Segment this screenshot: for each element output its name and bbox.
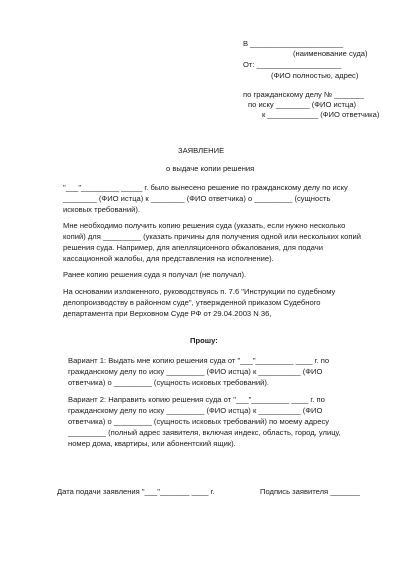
submission-date: Дата подачи заявления "___"_______ ____ г. — [57, 487, 215, 496]
variant-2-line-1: Вариант 2: Направить копию решения суда от "___"_________ ____ г. по — [68, 395, 325, 404]
variant-2-line-5: номер дома, квартиры, или абонентский ящик). — [68, 439, 236, 448]
court-line: В ______________________ — [243, 39, 344, 48]
request-heading: Прошу: — [190, 336, 218, 345]
paragraph-2-line-2: копий) для _________ (указать причины для получения одной или нескольких копий — [63, 232, 361, 241]
paragraph-1-line-3: исковых требований). — [63, 205, 140, 214]
variant-2-line-3: ответчика) о _________ (сущность исковых требований) по моему адресу — [68, 417, 330, 426]
paragraph-1-line-2: ________ (ФИО истца) к ________ (ФИО ответчика) о _________ (сущность — [63, 194, 331, 203]
from-hint: (ФИО полностью, адрес) — [271, 71, 359, 80]
variant-2-line-4: _________ (полный адрес заявителя, включая индекс, область, город, улицу, — [68, 428, 341, 437]
paragraph-2-line-1: Мне необходимо получить копию решения суда (указать, если нужно несколько — [63, 221, 346, 230]
document-title: ЗАЯВЛЕНИЕ — [178, 146, 225, 155]
paragraph-4-line-3: департамента при Верховном Суде РФ от 29.04.2003 N 36, — [63, 309, 272, 318]
paragraph-4-line-1: На основании изложенного, руководствуясь п. 7.6 "Инструкции по судебному — [63, 287, 336, 296]
defendant-line: к ____________ (ФИО ответчика) — [262, 110, 380, 119]
paragraph-1-line-1: "___"_________ _____ г. было вынесено решение по гражданскому делу по иску — [63, 183, 348, 192]
applicant-signature: Подпись заявителя _______ — [260, 487, 360, 496]
variant-1-line-3: ответчика) о _________ (сущность исковых требований). — [68, 378, 270, 387]
variant-1-line-2: гражданскому делу по иску _________ (ФИО истца) к __________ (ФИО — [68, 367, 323, 376]
court-hint: (наименование суда) — [293, 49, 368, 58]
document-subtitle: о выдаче копии решения — [166, 164, 255, 173]
plaintiff-line: по иску ________ (ФИО истца) — [248, 100, 357, 109]
paragraph-2-line-3: решения суда. Например, для апелляционного обжалования, для подачи — [63, 243, 323, 252]
case-number-line: по гражданскому делу № _______ — [243, 90, 364, 99]
from-line: От: ____________________ — [243, 60, 342, 69]
variant-1-line-1: Вариант 1: Выдать мне копию решения суда от "___"_________ ____ г. по — [68, 356, 330, 365]
paragraph-3-line-1: Ранее копию решения суда я получал (не получал). — [63, 270, 247, 279]
paragraph-4-line-2: делопроизводству в районном суде", утвержденной приказом Судебного — [63, 298, 321, 307]
paragraph-2-line-4: кассационной жалобы, для представления на исполнение). — [63, 254, 274, 263]
variant-2-line-2: гражданскому делу по иску _________ (ФИО истца) к __________ (ФИО — [68, 406, 323, 415]
